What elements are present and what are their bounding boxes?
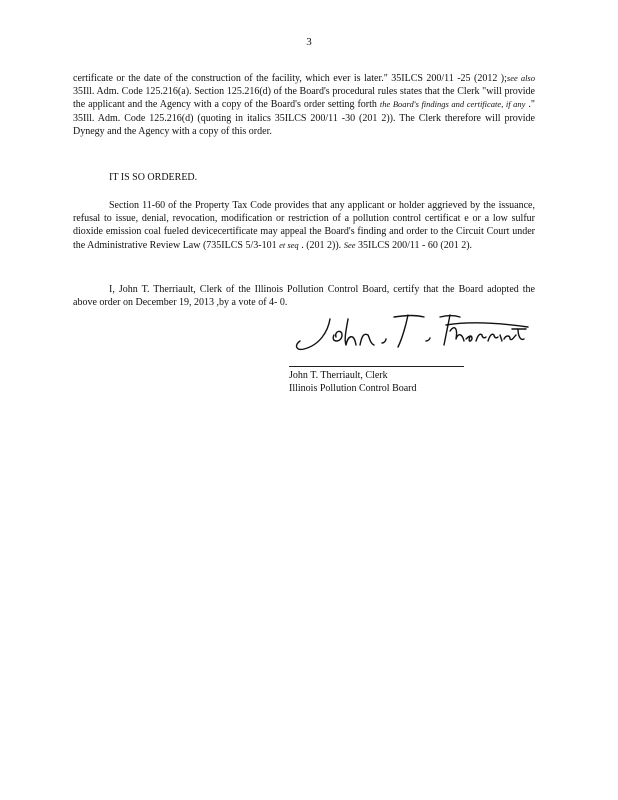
italic-run: the Board's findings and certificate, if any — [379, 99, 526, 110]
clerk-name: John T. Therriault, Clerk — [289, 370, 388, 381]
board-name: Illinois Pollution Control Board — [289, 383, 417, 394]
page-number: 3 — [306, 36, 312, 48]
text-run: . (201 2)). — [298, 239, 344, 251]
handwritten-signature — [290, 305, 530, 360]
italic-run: see also — [506, 73, 535, 83]
paragraph-certificate-notice — [73, 72, 535, 138]
text-run: ." 35Ill. Adm. Code 125.216(d) (quoting in italics 35ILCS 200/11 -30 (201 2)). The Clerk therefore will provide Dynegy and the Agency with a copy of this order. — [73, 99, 535, 137]
paragraph-appeal-rights — [73, 199, 535, 252]
text-run: 35ILCS 200/11 - 60 (201 2). — [355, 239, 473, 251]
text-run: Section 11-60 of the Property Tax Code provides that any applicant or holder aggrieved by the issuance, refusal to issue, denial, revocation, modification or restriction of a pollution control certificat e or a low sulfur dioxide emission coal fueled devicecertificate may appeal the Board's finding and order to the Circuit Court under the Administrative Review Law (735ILCS 5/3-101 — [73, 200, 535, 251]
text-run: I, John T. Therriault, Clerk of the Illinois Pollution Control Board, certify that the Board adopted the above order on December 19, 2013 ,by a vote of 4- 0. — [73, 284, 535, 309]
text-run: certificate or the date of the construction of the facility, which ever is later." 35ILCS 200/11 -25 (2012 ); — [73, 73, 507, 84]
text-run: 35Ill. Adm. Code 125.216(a). Section 125.216(d) of the Board's procedural rules states that the Clerk "will provide the applicant and the Agency with a copy of the Board's order setting forth — [73, 86, 535, 111]
italic-run: See — [343, 239, 356, 250]
signature-line — [289, 366, 464, 367]
ordered-statement: IT IS SO ORDERED. — [109, 172, 198, 183]
italic-run: et seq — [279, 239, 299, 250]
